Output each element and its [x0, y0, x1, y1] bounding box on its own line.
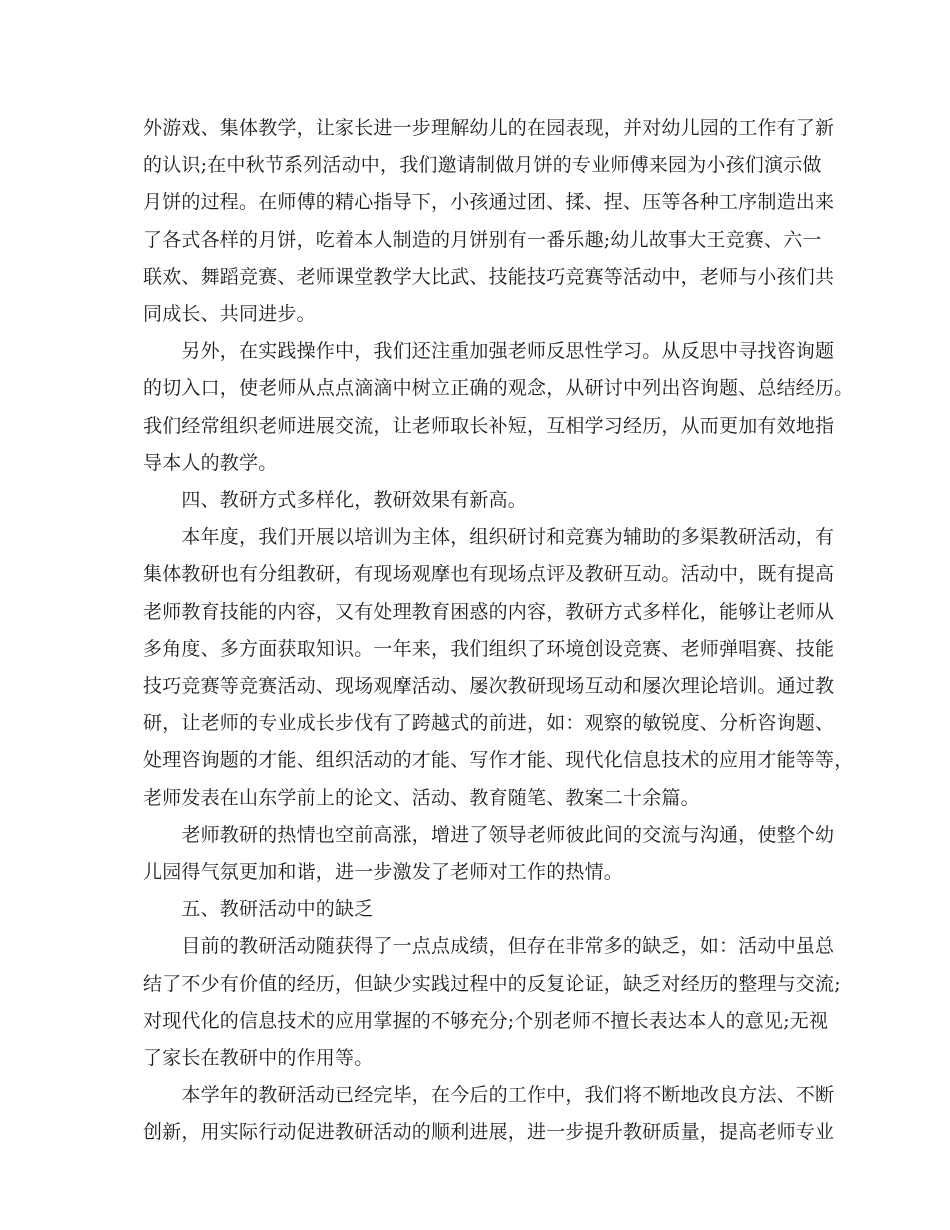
text-line: 月饼的过程。在师傅的精心指导下，小孩通过团、揉、捏、压等各种工序制造出来: [143, 191, 835, 214]
text-line: 同成长、共同进步。: [143, 303, 316, 326]
text-line: 老师教育技能的内容，又有处理教育困惑的内容，教研方式多样化，能够让老师从: [143, 600, 835, 623]
text-line: 技巧竞赛等竞赛活动、现场观摩活动、屡次教研现场互动和屡次理论培训。通过教: [143, 675, 835, 698]
text-line: 了各式各样的月饼，吃着本人制造的月饼别有一番乐趣;幼儿故事大王竞赛、六一: [143, 228, 822, 251]
text-line: 创新，用实际行动促进教研活动的顺利进展，进一步提升教研质量，提高老师专业: [143, 1121, 835, 1144]
text-line: 多角度、多方面获取知识。一年来，我们组织了环境创设竞赛、老师弹唱赛、技能: [143, 637, 835, 660]
text-line: 对现代化的信息技术的应用掌握的不够充分;个别老师不擅长表达本人的意见;无视: [143, 1009, 829, 1032]
paragraph: [143, 1077, 833, 1151]
text-line: 了家长在教研中的作用等。: [143, 1047, 374, 1070]
text-line: 外游戏、集体教学，让家长进一步理解幼儿的在园表现，并对幼儿园的工作有了新: [143, 117, 835, 139]
document-body: [143, 110, 854, 1152]
text-line: 研，让老师的专业成长步伐有了跨越式的前进，如：观察的敏锐度、分析咨询题、: [143, 712, 835, 735]
text-line: 本年度，我们开展以培训为主体，组织研讨和竞赛为辅助的多渠教研活动，有: [143, 526, 835, 549]
paragraph: [143, 333, 854, 482]
paragraph: [143, 928, 841, 1077]
text-line: 本学年的教研活动已经完毕，在今后的工作中，我们将不断地改良方法、不断: [143, 1084, 835, 1107]
text-line: 五、教研活动中的缺乏: [143, 898, 374, 921]
paragraph: [143, 817, 833, 891]
text-line: 的切入口，使老师从点点滴滴中树立正确的观念，从研讨中列出咨询题、总结经历。: [143, 377, 854, 400]
text-line: 儿园得气氛更加和谐，进一步激发了老师对工作的热情。: [143, 861, 624, 884]
text-line: 处理咨询题的才能、组织活动的才能、写作才能、现代化信息技术的应用才能等等，: [143, 749, 854, 772]
text-line: 四、教研方式多样化，教研效果有新高。: [143, 489, 528, 512]
text-line: 另外，在实践操作中，我们还注重加强老师反思性学习。从反思中寻找咨询题: [143, 340, 835, 363]
text-line: 导本人的教学。: [143, 451, 278, 474]
text-line: 老师教研的热情也空前高涨，增进了领导老师彼此间的交流与沟通，使整个幼: [143, 823, 835, 846]
text-line: 目前的教研活动随获得了一点点成绩，但存在非常多的缺乏，如：活动中虽总: [143, 935, 835, 958]
text-line: 集体教研也有分组教研，有现场观摩也有现场点评及教研互动。活动中，既有提高: [143, 563, 835, 586]
text-line: 老师发表在山东学前上的论文、活动、教育随笔、教案二十余篇。: [143, 786, 700, 809]
text-line: 结了不少有价值的经历，但缺少实践过程中的反复论证，缺乏对经历的整理与交流;: [143, 972, 841, 995]
section-heading: [143, 891, 833, 928]
paragraph: [143, 110, 833, 333]
paragraph: [143, 519, 854, 817]
text-line: 联欢、舞蹈竞赛、老师课堂教学大比武、技能技巧竞赛等活动中，老师与小孩们共: [143, 265, 835, 288]
text-line: 我们经常组织老师进展交流，让老师取长补短，互相学习经历，从而更加有效地指: [143, 414, 835, 437]
text-line: 的认识;在中秋节系列活动中，我们邀请制做月饼的专业师傅来园为小孩们演示做: [143, 154, 822, 177]
section-heading: [143, 482, 833, 519]
